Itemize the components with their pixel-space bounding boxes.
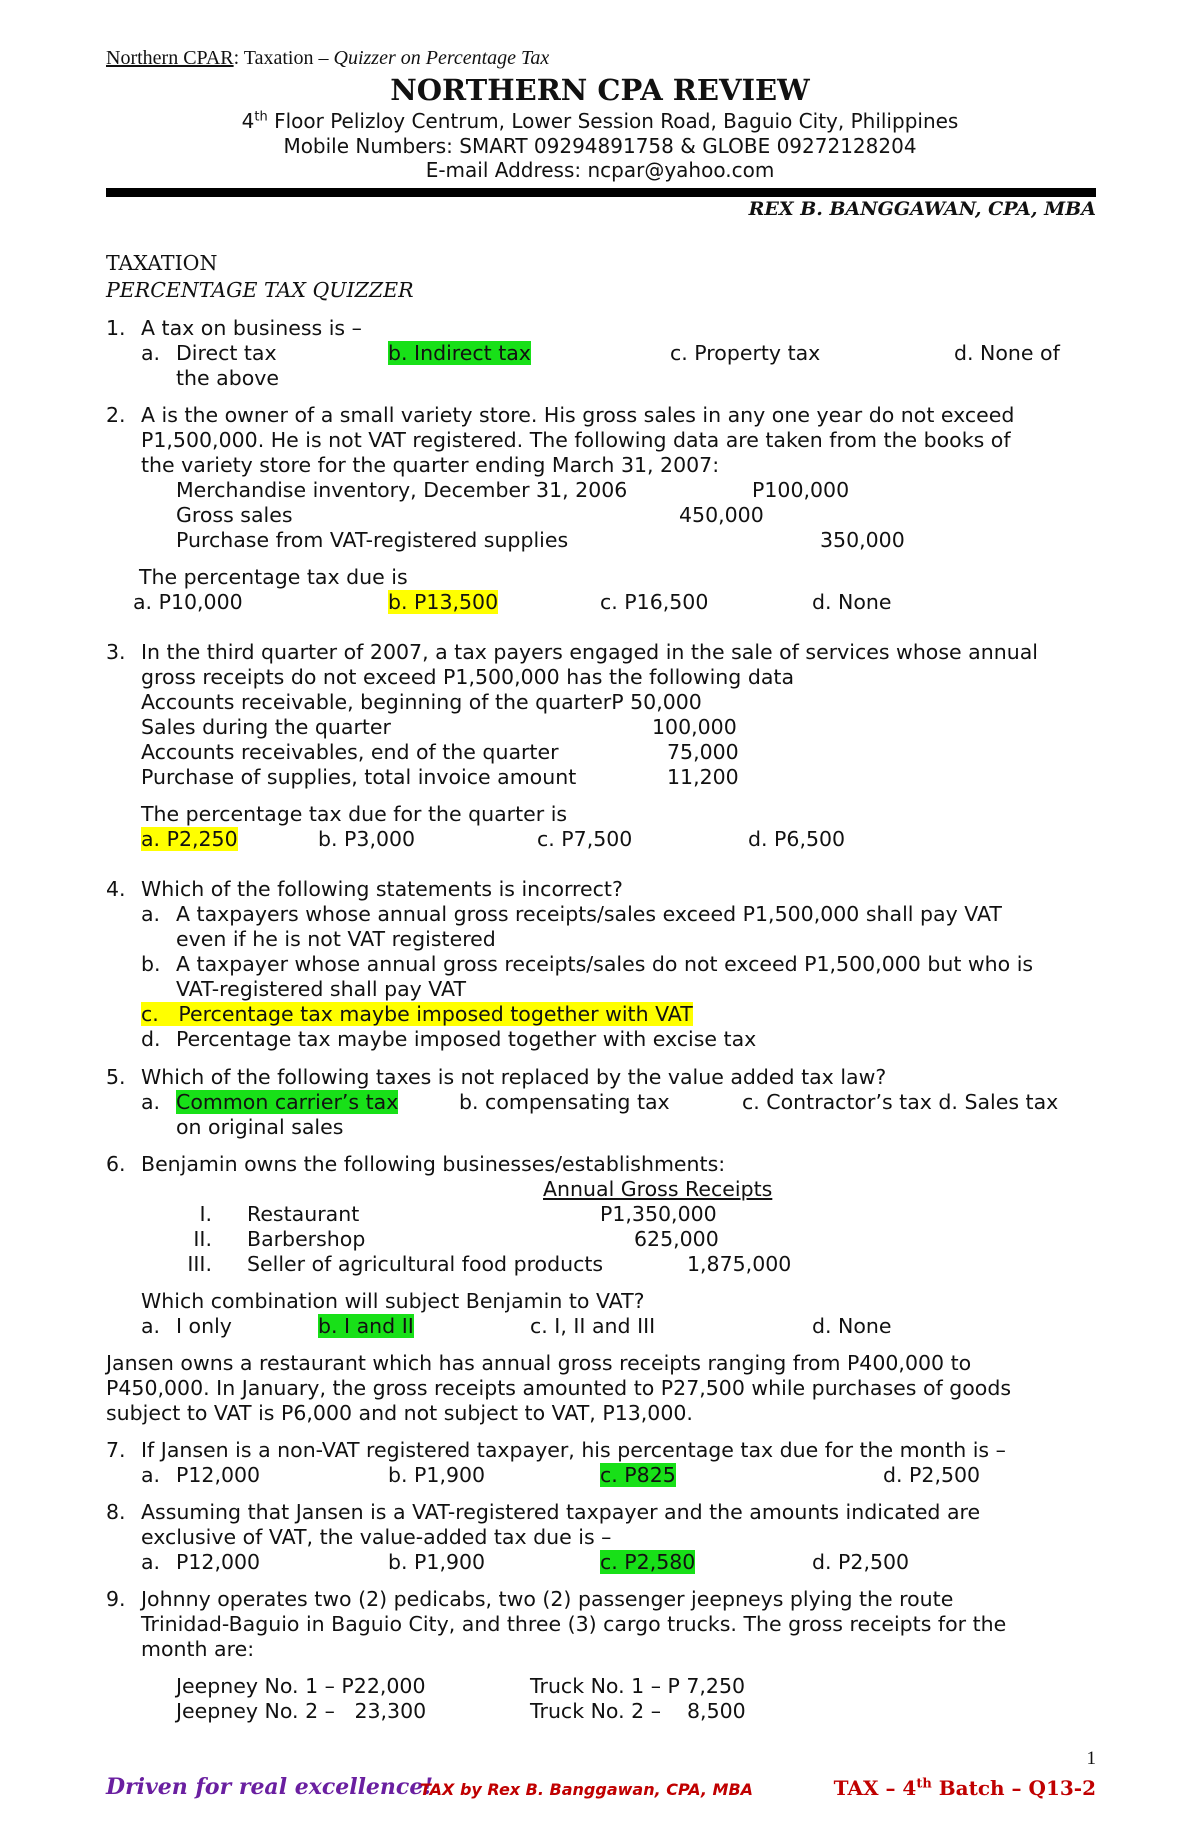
q6-choice-a-letter: a. — [141, 1314, 161, 1338]
q4-question: Which of the following statements is incorrect? — [141, 877, 623, 901]
q9-jeepney-1: Jeepney No. 1 – P22,000 — [176, 1674, 426, 1698]
q9-line-1: Johnny operates two (2) pedicabs, two (2) passenger jeepneys plying the route — [141, 1587, 954, 1611]
q8-choice-b: b. P1,900 — [388, 1550, 486, 1574]
q6-row-2-label: Barbershop — [247, 1227, 366, 1251]
q8-choice-c-answer: c. P2,580 — [600, 1550, 696, 1574]
q1-question: A tax on business is – — [141, 316, 362, 340]
section-subtitle: PERCENTAGE TAX QUIZZER — [106, 278, 414, 302]
page-number: 1 — [1086, 1748, 1096, 1769]
q6-choice-c: c. I, II and III — [530, 1314, 656, 1338]
header-quiz-title: Quizzer on Percentage Tax — [333, 47, 550, 69]
q2-line-3: the variety store for the quarter ending March 31, 2007: — [141, 453, 720, 477]
q8-line-2: exclusive of VAT, the value-added tax due is – — [141, 1525, 612, 1549]
q3-ask: The percentage tax due for the quarter is — [141, 802, 568, 826]
q2-row-3-value: 350,000 — [820, 528, 905, 552]
q4-number: 4. — [106, 877, 126, 901]
q3-row-2-label: Sales during the quarter — [141, 715, 391, 739]
q6-choice-a: I only — [176, 1314, 232, 1338]
q7-choice-d: d. P2,500 — [883, 1463, 981, 1487]
q1-choice-d-cont: the above — [176, 366, 280, 390]
q6-number: 6. — [106, 1152, 126, 1176]
q2-row-3-label: Purchase from VAT-registered supplies — [176, 528, 569, 552]
q6-ask: Which combination will subject Benjamin to VAT? — [141, 1289, 645, 1313]
q8-choice-a: P12,000 — [176, 1550, 261, 1574]
q5-question: Which of the following taxes is not replaced by the value added tax law? — [141, 1065, 887, 1089]
q3-choice-a-answer: a. P2,250 — [141, 827, 238, 851]
q2-choice-c: c. P16,500 — [600, 590, 709, 614]
q4-choice-a-line-2: even if he is not VAT registered — [176, 927, 496, 951]
q8-choice-a-letter: a. — [141, 1550, 161, 1574]
q6-row-2-value: 625,000 — [634, 1227, 719, 1251]
q3-row-1: Accounts receivable, beginning of the quarterP 50,000 — [141, 690, 702, 714]
jansen-line-3: subject to VAT is P6,000 and not subject to VAT, P13,000. — [106, 1401, 693, 1425]
header-divider — [106, 188, 1096, 197]
q3-line-2: gross receipts do not exceed P1,500,000 has the following data — [141, 665, 795, 689]
q3-row-2-value: 100,000 — [652, 715, 737, 739]
footer-byline: TAX by Rex B. Banggawan, CPA, MBA — [420, 1780, 754, 1799]
q3-number: 3. — [106, 640, 126, 664]
q5-choice-c-d: c. Contractor’s tax d. Sales tax — [742, 1090, 1059, 1114]
header-subject: : Taxation – — [233, 47, 334, 69]
q5-number: 5. — [106, 1065, 126, 1089]
q9-line-3: month are: — [141, 1637, 255, 1661]
q2-number: 2. — [106, 403, 126, 427]
q6-column-header: Annual Gross Receipts — [543, 1177, 773, 1201]
q7-choice-a: P12,000 — [176, 1463, 261, 1487]
section-title: TAXATION — [106, 251, 218, 275]
q2-line-1: A is the owner of a small variety store. His gross sales in any one year do not exceed — [141, 403, 1015, 427]
footer-code: TAX – 4th Batch – Q13-2 — [833, 1776, 1096, 1800]
q2-choice-b-answer: b. P13,500 — [388, 590, 499, 614]
q9-number: 9. — [106, 1587, 126, 1611]
q4-choice-b-line-2: VAT-registered shall pay VAT — [176, 977, 466, 1001]
q4-choice-d: Percentage tax maybe imposed together with excise tax — [176, 1027, 757, 1051]
email-line: E-mail Address: ncpar@yahoo.com — [425, 158, 775, 182]
address-line: 4th Floor Pelizloy Centrum, Lower Session Road, Baguio City, Philippines — [241, 109, 959, 133]
q3-line-1: In the third quarter of 2007, a tax payers engaged in the sale of services whose annual — [141, 640, 1038, 664]
q5-choice-a-letter: a. — [141, 1090, 161, 1114]
footer-slogan: Driven for real excellence! — [106, 1774, 433, 1800]
q9-truck-1: Truck No. 1 – P 7,250 — [530, 1674, 746, 1698]
q3-row-3-label: Accounts receivables, end of the quarter — [141, 740, 559, 764]
q7-number: 7. — [106, 1438, 126, 1462]
q5-choice-b: b. compensating tax — [459, 1090, 670, 1114]
q1-number: 1. — [106, 316, 126, 340]
jansen-line-2: P450,000. In January, the gross receipts amounted to P27,500 while purchases of goods — [106, 1376, 1012, 1400]
q6-row-3-label: Seller of agricultural food products — [247, 1252, 604, 1276]
q6-choice-b-answer: b. I and II — [318, 1314, 414, 1338]
page-title: NORTHERN CPA REVIEW — [390, 73, 810, 107]
q8-number: 8. — [106, 1500, 126, 1524]
q3-row-3-value: 75,000 — [667, 740, 739, 764]
q6-question: Benjamin owns the following businesses/establishments: — [141, 1152, 726, 1176]
q1-choice-d: d. None of — [954, 341, 1060, 365]
q2-choice-a: a. P10,000 — [133, 590, 243, 614]
q7-choice-a-letter: a. — [141, 1463, 161, 1487]
q2-row-1-value: P100,000 — [752, 478, 850, 502]
q3-choice-d: d. P6,500 — [748, 827, 846, 851]
q7-choice-c-answer: c. P825 — [600, 1463, 676, 1487]
q4-choice-b-letter: b. — [141, 952, 161, 976]
q1-choice-b-answer: b. Indirect tax — [388, 341, 531, 365]
q6-row-1-roman: I. — [199, 1202, 212, 1226]
q9-jeepney-2: Jeepney No. 2 – 23,300 — [176, 1699, 427, 1723]
q7-question: If Jansen is a non-VAT registered taxpayer, his percentage tax due for the month is – — [141, 1438, 1006, 1462]
q6-row-1-label: Restaurant — [247, 1202, 360, 1226]
q6-row-1-value: P1,350,000 — [600, 1202, 717, 1226]
q9-truck-2: Truck No. 2 – 8,500 — [530, 1699, 746, 1723]
q2-row-2-label: Gross sales — [176, 503, 293, 527]
jansen-line-1: Jansen owns a restaurant which has annual gross receipts ranging from P400,000 to — [106, 1351, 972, 1375]
q4-choice-d-letter: d. — [141, 1027, 161, 1051]
q8-line-1: Assuming that Jansen is a VAT-registered taxpayer and the amounts indicated are — [141, 1500, 981, 1524]
q2-ask: The percentage tax due is — [139, 565, 408, 589]
running-header — [106, 47, 549, 70]
q2-line-2: P1,500,000. He is not VAT registered. The following data are taken from the books of — [141, 428, 1011, 452]
q3-row-4-label: Purchase of supplies, total invoice amount — [141, 765, 577, 789]
q6-row-3-value: 1,875,000 — [687, 1252, 792, 1276]
q3-choice-c: c. P7,500 — [537, 827, 633, 851]
q2-row-2-value: 450,000 — [679, 503, 764, 527]
header-brand: Northern CPAR — [106, 47, 234, 69]
q1-choice-a-letter: a. — [141, 341, 161, 365]
q5-choice-a-answer: Common carrier’s tax — [176, 1090, 399, 1114]
q4-choice-b-line-1: A taxpayer whose annual gross receipts/sales do not exceed P1,500,000 but who is — [176, 952, 1034, 976]
author-name: REX B. BANGGAWAN, CPA, MBA — [748, 198, 1096, 220]
q6-row-2-roman: II. — [193, 1227, 212, 1251]
q1-choice-a: Direct tax — [176, 341, 277, 365]
q2-choice-d: d. None — [812, 590, 892, 614]
q7-choice-b: b. P1,900 — [388, 1463, 486, 1487]
q6-choice-d: d. None — [812, 1314, 892, 1338]
mobile-line: Mobile Numbers: SMART 09294891758 & GLOBE 09272128204 — [283, 134, 917, 158]
q4-choice-a-letter: a. — [141, 902, 161, 926]
q2-row-1-label: Merchandise inventory, December 31, 2006 — [176, 478, 628, 502]
q3-choice-b: b. P3,000 — [318, 827, 416, 851]
q4-choice-a-line-1: A taxpayers whose annual gross receipts/sales exceed P1,500,000 shall pay VAT — [176, 902, 1002, 926]
q8-choice-d: d. P2,500 — [812, 1550, 910, 1574]
q6-row-3-roman: III. — [187, 1252, 212, 1276]
q1-choice-c: c. Property tax — [670, 341, 821, 365]
q3-row-4-value: 11,200 — [667, 765, 739, 789]
q4-choice-c-answer: c. Percentage tax maybe imposed together with VAT — [141, 1002, 693, 1026]
q9-line-2: Trinidad-Baguio in Baguio City, and three (3) cargo trucks. The gross receipts for the — [141, 1612, 1007, 1636]
q5-choice-d-cont: on original sales — [176, 1115, 344, 1139]
